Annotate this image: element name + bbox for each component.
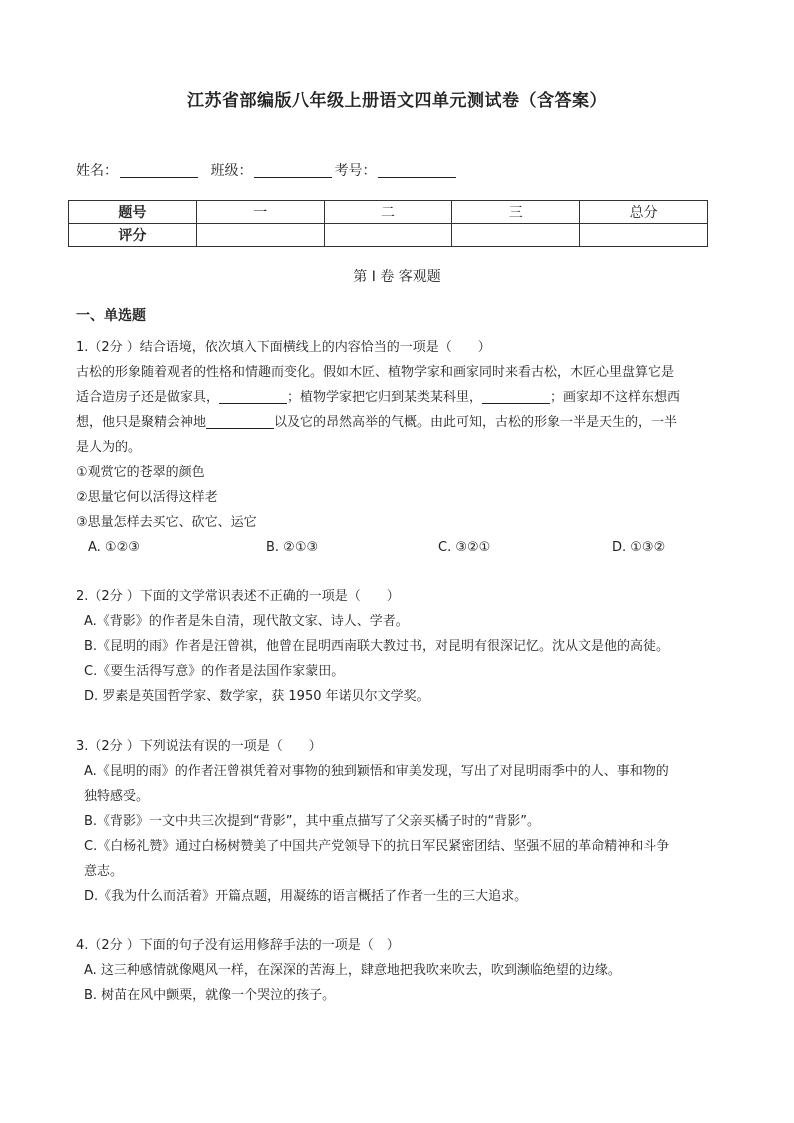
class-blank (254, 161, 332, 178)
choice-b[interactable]: B. ②①③ (266, 540, 319, 555)
question-1-stem: 1.（2分 ）结合语境，依次填入下面横线上的内容恰当的一项是（ ） (76, 340, 491, 355)
question-1-passage-line (76, 385, 720, 410)
fill-blank (206, 414, 274, 429)
student-info-line (76, 160, 458, 180)
choice-a[interactable]: A.《昆明的雨》的作者汪曾祺凭着对事物的独到颖悟和审美发现，写出了对昆明雨季中的人、事和物的 (84, 764, 669, 779)
exam-no-label: 考号： (334, 163, 377, 179)
passage-text: ；画家却不这样东想西 (550, 390, 681, 405)
class-label: 班级： (210, 163, 253, 179)
question-1-passage-line (76, 410, 720, 435)
question-1-choices (76, 535, 720, 560)
fill-blank (219, 389, 287, 404)
section-title: 第 I 卷 客观题 (353, 269, 441, 285)
score-row-label: 评分 (69, 224, 197, 247)
choice-a[interactable]: A. 这三种感情就像飓风一样，在深深的苦海上，肆意地把我吹来吹去，吹到濒临绝望的边缘。 (84, 963, 621, 978)
passage-text: 想，他只是聚精会神地 (76, 415, 207, 430)
choice-a[interactable]: A.《背影》的作者是朱自清，现代散文家、诗人、学者。 (84, 614, 409, 629)
score-cell (452, 224, 580, 247)
score-cell (580, 224, 708, 247)
score-header-cell: 题号 (69, 201, 197, 224)
score-header-cell: 二 (324, 201, 452, 224)
question-3 (76, 734, 720, 909)
part-title: 一、单选题 (76, 308, 146, 324)
choice-b[interactable]: B. 树苗在风中颤栗，就像一个哭泣的孩子。 (84, 988, 336, 1003)
score-header-cell: 一 (196, 201, 324, 224)
score-cell (324, 224, 452, 247)
exam-title: 江苏省部编版八年级上册语文四单元测试卷（含答案） (187, 91, 607, 111)
name-blank (120, 161, 198, 178)
score-table (68, 200, 708, 247)
choice-d[interactable]: D. 罗素是英国哲学家、数学家，获 1950 年诺贝尔文学奖。 (84, 689, 430, 704)
score-table-score-row (69, 224, 708, 247)
name-label: 姓名： (76, 163, 118, 179)
choice-a-continued[interactable]: 独特感受。 (84, 789, 150, 804)
choice-a[interactable]: A. ①②③ (88, 540, 140, 555)
score-cell (196, 224, 324, 247)
question-1-item: ②思量它何以活得这样老 (76, 490, 218, 505)
fill-blank (482, 389, 550, 404)
choice-c-continued[interactable]: 意志。 (84, 864, 124, 879)
question-1-passage-line: 古松的形象随着观者的性格和情趣而变化。假如木匠、植物学家和画家同时来看古松，木匠心里盘算它是 (76, 365, 675, 380)
choice-b[interactable]: B.《昆明的雨》作者是汪曾祺，他曾在昆明西南联大教过书，对昆明有很深记忆。沈从文是他的高徒。 (84, 639, 670, 654)
choice-d[interactable]: D. ①③② (612, 540, 666, 555)
question-4 (76, 933, 720, 1008)
passage-text: ；植物学家把它归到某类某科里， (287, 390, 483, 405)
passage-text: 适合造房子还是做家具， (76, 390, 220, 405)
choice-c[interactable]: C.《要生活得写意》的作者是法国作家蒙田。 (84, 664, 345, 679)
question-2-stem: 2.（2分 ）下面的文学常识表述不正确的一项是（ ） (76, 589, 400, 604)
exam-no-blank (378, 161, 456, 178)
score-table-header-row (69, 201, 708, 224)
question-1-item: ③思量怎样去买它、砍它、运它 (76, 515, 257, 530)
question-3-stem: 3.（2分 ）下列说法有误的一项是（ ） (76, 739, 322, 754)
question-4-stem: 4.（2分 ）下面的句子没有运用修辞手法的一项是（ ） (76, 938, 400, 953)
choice-d[interactable]: D.《我为什么而活着》开篇点题，用凝练的语言概括了作者一生的三大追求。 (84, 889, 528, 904)
score-header-cell: 总分 (580, 201, 708, 224)
question-1-item: ①观赏它的苍翠的颜色 (76, 465, 205, 480)
score-header-cell: 三 (452, 201, 580, 224)
question-2 (76, 584, 720, 709)
choice-b[interactable]: B.《背影》一文中共三次提到“背影”，其中重点描写了父亲买橘子时的“背影”。 (84, 814, 540, 829)
passage-text: 以及它的昂然高举的气概。由此可知，古松的形象一半是天生的，一半 (274, 415, 678, 430)
choice-c[interactable]: C.《白杨礼赞》通过白杨树赞美了中国共产党领导下的抗日军民紧密团结、坚强不屈的革命精神和斗争 (84, 839, 670, 854)
choice-c[interactable]: C. ③②① (438, 540, 491, 555)
question-1 (76, 335, 720, 560)
question-1-passage-line: 是人为的。 (76, 440, 142, 455)
